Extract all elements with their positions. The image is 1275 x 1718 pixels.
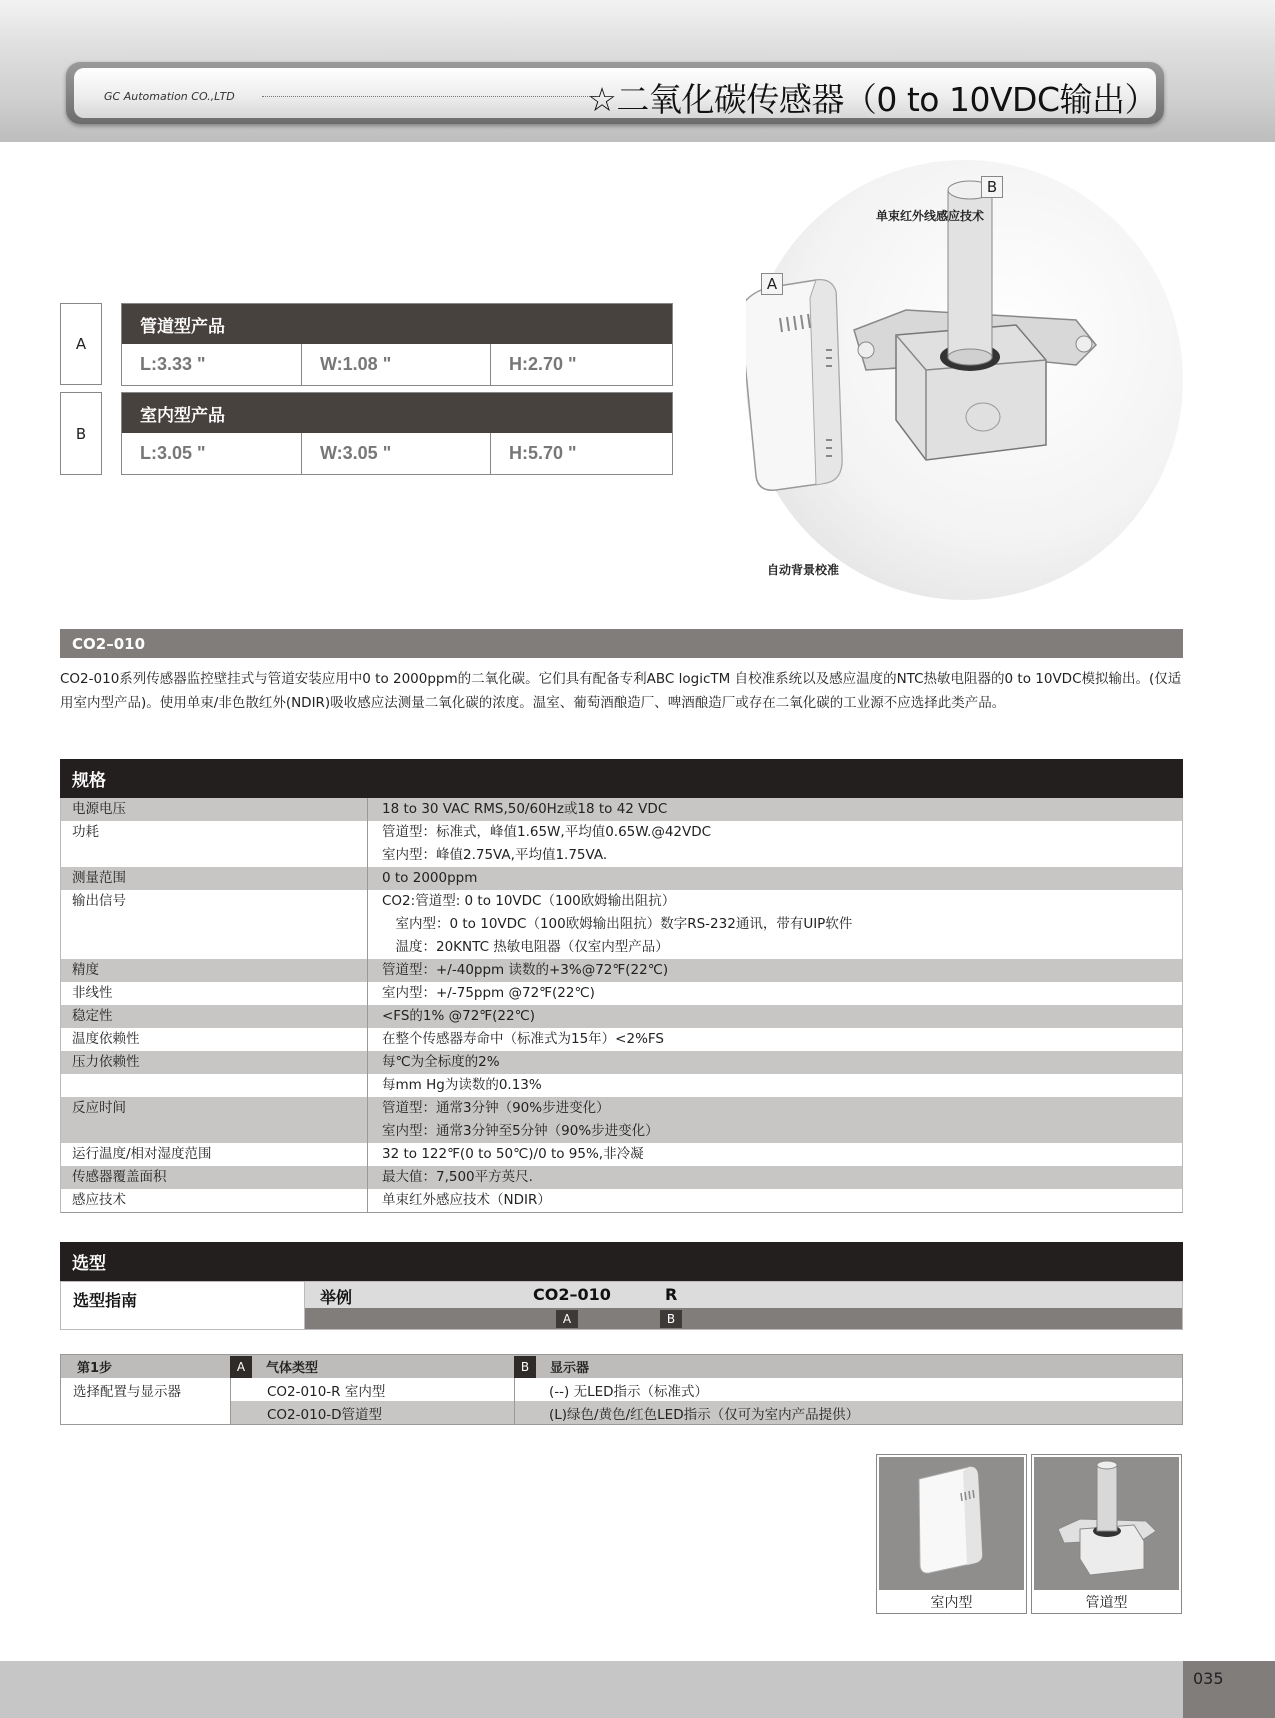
tag-a: A [230, 1356, 252, 1378]
dimension-table-duct [121, 303, 673, 386]
display-option: (--) 无LED指示（标准式） [514, 1378, 1182, 1401]
spec-value: 管道型：+/-40ppm 读数的+3%@72℉(22℃) [382, 962, 669, 978]
height-value: H:2.70 " [509, 354, 577, 374]
table-row [61, 798, 1182, 821]
spec-value: 管道型：通常3分钟（90%步进变化） [382, 1100, 610, 1116]
spec-value: 0 to 2000ppm [382, 870, 478, 886]
spec-label: 功耗 [61, 821, 368, 867]
spec-label: 测量范围 [61, 867, 368, 890]
example-label: 举例 [320, 1288, 353, 1307]
hero-label-b: B [981, 176, 1003, 198]
table-row [61, 982, 1182, 1005]
spec-label: 非线性 [61, 982, 368, 1005]
room-sensor-photo [879, 1457, 1024, 1590]
table-row [61, 1189, 1182, 1212]
example-model: CO2–010 [533, 1285, 611, 1304]
example-box-a: A [556, 1310, 578, 1328]
spec-value: 18 to 30 VAC RMS,50/60Hz或18 to 42 VDC [382, 801, 668, 817]
table-row [61, 1005, 1182, 1028]
thumbnail-caption: 管道型 [1085, 1594, 1128, 1611]
spec-label: 压力依赖性 [61, 1051, 368, 1074]
thumbnail-duct [1031, 1454, 1182, 1614]
selection-title: 选型 [60, 1242, 1183, 1281]
spec-value: 单束红外感应技术（NDIR） [382, 1192, 551, 1208]
spec-label: 运行温度/相对湿度范围 [61, 1143, 368, 1166]
selection-example [304, 1282, 1182, 1329]
hero-label-a: A [761, 273, 783, 295]
spec-value: 温度：20KNTC 热敏电阻器（仅室内型产品） [382, 939, 669, 955]
table-row [61, 821, 1182, 867]
spec-value: 室内型：0 to 10VDC（100欧姆输出阻抗）数字RS-232通讯，带有UIP软件 [382, 916, 853, 932]
spec-value: 32 to 122℉(0 to 50℃)/0 to 95%,非冷凝 [382, 1146, 644, 1162]
spec-value: 管道型：标准式，峰值1.65W,平均值0.65W.@42VDC [382, 824, 712, 840]
thumbnail-room [876, 1454, 1027, 1614]
model-description: CO2-010系列传感器监控壁挂式与管道安装应用中0 to 2000ppm的二氧化碳。它们具有配备专利ABC logicTM 自校准系统以及感应温度的NTC热敏电阻器的0 to 10VDC模拟输出。(仅适用室内型产品)。使用单束/非色散红外(NDIR)吸收感应法测量二氧化碳的浓度。温室、葡萄酒酿造厂、啤酒酿造厂或存在二氧化碳的工业源不应选择此类产品。 [60, 671, 1182, 711]
length-value: L:3.05 " [122, 433, 302, 474]
spec-value: 每mm Hg为读数的0.13% [382, 1077, 542, 1093]
tag-b: B [514, 1356, 536, 1378]
spec-value: 室内型：峰值2.75VA,平均值1.75VA. [382, 847, 608, 863]
spec-value: 最大值：7,500平方英尺. [382, 1169, 533, 1185]
example-suffix: R [665, 1285, 678, 1304]
sensor-products-image [746, 160, 1183, 600]
spec-label: 温度依赖性 [61, 1028, 368, 1051]
step-table [60, 1354, 1183, 1425]
spec-label: 传感器覆盖面积 [61, 1166, 368, 1189]
gas-type-header: 气体类型 [266, 1361, 319, 1376]
table-row [61, 959, 1182, 982]
dimension-title: 室内型产品 [122, 393, 672, 433]
height-value: H:5.70 " [509, 443, 577, 463]
spec-label: 精度 [61, 959, 368, 982]
step-header [61, 1355, 1182, 1378]
dimension-row [122, 344, 672, 385]
footer-bar [0, 1661, 1183, 1718]
page-number: 035 [1183, 1661, 1275, 1718]
selection-guide-label: 选型指南 [73, 1291, 138, 1310]
company-name: GC Automation CO.,LTD [104, 90, 235, 103]
spec-value: 每℃为全标度的2% [382, 1054, 500, 1070]
table-row [61, 1028, 1182, 1051]
table-row [61, 1401, 1182, 1424]
dimension-title: 管道型产品 [122, 304, 672, 344]
dimension-row [122, 433, 672, 474]
display-header: 显示器 [550, 1361, 590, 1376]
spec-label: 稳定性 [61, 1005, 368, 1028]
gas-option: CO2-010-D管道型 [230, 1401, 514, 1424]
table-row [61, 1097, 1182, 1143]
thumbnail-caption: 室内型 [930, 1594, 973, 1611]
header-divider [262, 96, 596, 97]
table-row [61, 1143, 1182, 1166]
page-title: ☆二氧化碳传感器（0 to 10VDC输出） [587, 80, 1157, 119]
spec-value: 室内型：+/-75ppm @72℉(22℃) [382, 985, 595, 1001]
spec-value: 在整个传感器寿命中（标准式为15年）<2%FS [382, 1031, 665, 1047]
table-row [61, 890, 1182, 959]
dimension-letter-b: B [60, 392, 102, 475]
length-value: L:3.33 " [122, 344, 302, 385]
spec-value: 室内型：通常3分钟至5分钟（90%步进变化） [382, 1123, 659, 1139]
hero-caption-b: 单束红外线感应技术 [876, 209, 985, 223]
duct-sensor-photo [1034, 1457, 1179, 1590]
spec-value: <FS的1% @72℉(22℃) [382, 1008, 536, 1024]
example-box-b: B [660, 1310, 682, 1328]
step-row-label: 选择配置与显示器 [73, 1383, 181, 1400]
table-row [61, 867, 1182, 890]
specs-table [60, 798, 1183, 1213]
model-section-title: CO2–010 [60, 629, 1183, 658]
dimension-letter-a: A [60, 303, 102, 385]
spec-label: 反应时间 [61, 1097, 368, 1143]
step-label: 第1步 [77, 1361, 113, 1376]
dimension-table-room [121, 392, 673, 475]
table-row [61, 1074, 1182, 1097]
spec-label: 电源电压 [61, 798, 368, 821]
selection-guide [60, 1281, 1183, 1330]
spec-value: CO2:管道型: 0 to 10VDC（100欧姆输出阻抗） [382, 893, 676, 909]
product-illustration [746, 160, 1183, 600]
spec-label: 输出信号 [61, 890, 368, 959]
spec-label: 感应技术 [61, 1189, 368, 1212]
table-row [61, 1166, 1182, 1189]
specs-title: 规格 [60, 759, 1183, 798]
gas-option: CO2-010-R 室内型 [230, 1378, 514, 1401]
width-value: W:1.08 " [302, 344, 491, 385]
hero-caption-a: 自动背景校准 [767, 563, 840, 577]
spec-label [61, 1074, 368, 1097]
table-row [61, 1378, 1182, 1401]
table-row [61, 1051, 1182, 1074]
display-option: (L)绿色/黄色/红色LED指示（仅可为室内产品提供） [514, 1401, 1182, 1424]
width-value: W:3.05 " [302, 433, 491, 474]
